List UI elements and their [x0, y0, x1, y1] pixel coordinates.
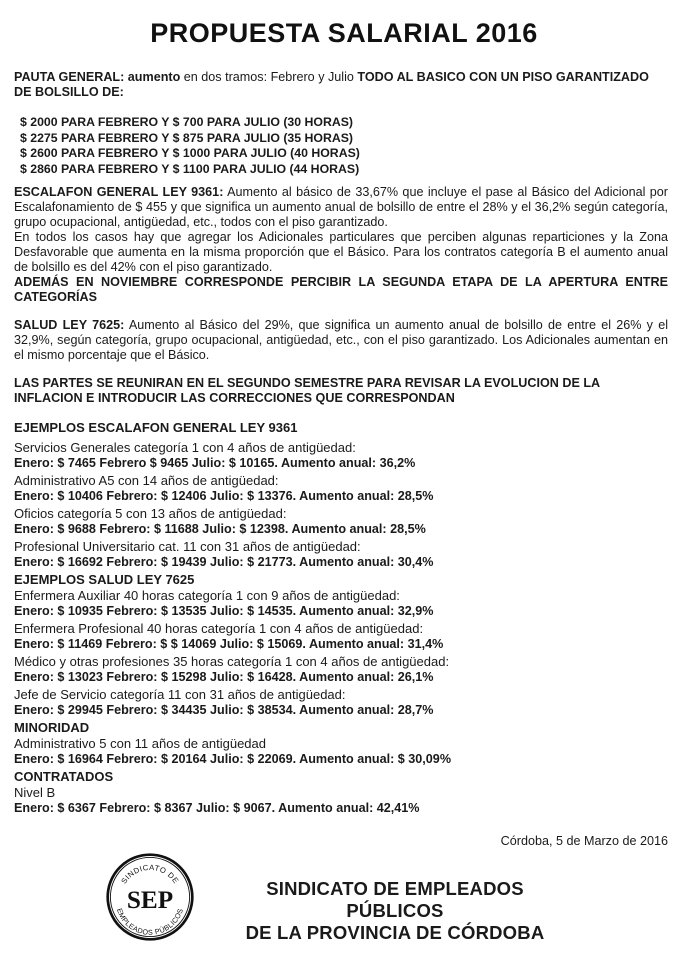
example-values: Enero: $ 10406 Febrero: $ 12406 Julio: $ 13376. Aumento anual: 28,5% — [14, 488, 434, 503]
escalafon-text: Aumento al básico de 33,67% que incluye el pase al Básico del Adicional por Escalafonamiento de $ 455 y que significa un aumento anual de bolsillo de entre el 28% y el 36,2% según categoría, grupo ocupacional, antigüedad, etc., todos con el piso garantizado. — [14, 185, 668, 229]
contratados-heading: CONTRATADOS — [14, 769, 114, 784]
example-desc: Nivel B — [14, 785, 56, 800]
union-name — [230, 878, 560, 944]
example-values: Enero: $ 29945 Febrero: $ 34435 Julio: $ 38534. Aumento anual: 28,7% — [14, 702, 434, 717]
pauta-tier: $ 2275 PARA FEBRERO Y $ 875 PARA JULIO (35 HORAS) — [20, 130, 354, 145]
example-item — [14, 539, 668, 570]
pauta-bold-end: TODO AL BASICO CON UN PISO GARANTIZADO DE BOLSILLO DE: — [14, 70, 649, 99]
svg-text:SINDICATO DE: SINDICATO DE — [119, 862, 181, 886]
example-values: Enero: $ 9688 Febrero: $ 11688 Julio: $ 12398. Aumento anual: 28,5% — [14, 521, 426, 536]
example-item — [14, 785, 668, 816]
example-desc: Jefe de Servicio categoría 11 con 31 años de antigüedad: — [14, 687, 346, 702]
partes-note: LAS PARTES SE REUNIRAN EN EL SEGUNDO SEMESTRE PARA REVISAR LA EVOLUCION DE LA INFLACION E INTRODUCIR LAS CORRECCIONES QUE CORRESPONDAN — [14, 376, 600, 405]
example-item — [14, 621, 668, 652]
example-desc: Administrativo 5 con 11 años de antigüedad — [14, 736, 266, 751]
escalafon-paragraph-2: En todos los casos hay que agregar los Adicionales particulares que perciben algunas reparticiones y la Zona Desfavorable que aumenta en la misma proporción que el Básico. Para los contratos categoría B el aumento anual de bolsillo es del 42% con el piso garantizado. — [14, 230, 668, 274]
example-values: Enero: $ 7465 Febrero $ 9465 Julio: $ 10165. Aumento anual: 36,2% — [14, 455, 416, 470]
example-values: Enero: $ 10935 Febrero: $ 13535 Julio: $ 14535. Aumento anual: 32,9% — [14, 603, 434, 618]
example-values: Enero: $ 11469 Febrero: $ $ 14069 Julio: $ 15069. Aumento anual: 31,4% — [14, 636, 444, 651]
salud-label: SALUD LEY 7625: — [14, 318, 125, 332]
minoridad-heading: MINORIDAD — [14, 720, 90, 735]
escalafon-label: ESCALAFON GENERAL LEY 9361: — [14, 185, 224, 199]
example-item — [14, 736, 668, 767]
pauta-paragraph — [14, 70, 668, 100]
pauta-tier-list — [14, 115, 668, 177]
example-values: Enero: $ 13023 Febrero: $ 15298 Julio: $ 16428. Aumento anual: 26,1% — [14, 669, 434, 684]
salud-section — [14, 318, 668, 363]
svg-text:EMPLEADOS PÚBLICOS: EMPLEADOS PÚBLICOS — [114, 907, 186, 937]
pauta-text: en dos tramos: Febrero y Julio — [180, 70, 358, 84]
example-desc: Enfermera Profesional 40 horas categoría 1 con 4 años de antigüedad: — [14, 621, 424, 636]
example-values: Enero: $ 6367 Febrero: $ 8367 Julio: $ 9067. Aumento anual: 42,41% — [14, 800, 420, 815]
document-date: Córdoba, 5 de Marzo de 2016 — [500, 834, 668, 848]
page-title: PROPUESTA SALARIAL 2016 — [150, 18, 538, 48]
pauta-tier: $ 2000 PARA FEBRERO Y $ 700 PARA JULIO (30 HORAS) — [20, 115, 354, 129]
example-item — [14, 506, 668, 537]
example-item — [14, 654, 668, 685]
example-values: Enero: $ 16692 Febrero: $ 19439 Julio: $ 21773. Aumento anual: 30,4% — [14, 554, 434, 569]
example-desc: Servicios Generales categoría 1 con 4 años de antigüedad: — [14, 440, 356, 455]
escalafon-section — [14, 185, 668, 305]
pauta-tier: $ 2860 PARA FEBRERO Y $ 1100 PARA JULIO (44 HORAS) — [20, 161, 360, 176]
pauta-general-section — [14, 70, 668, 177]
example-item — [14, 687, 668, 718]
salud-text: Aumento al Básico del 29%, que significa un aumento anual de bolsillo de entre el 26% y el 32,9%, según categoría, grupo ocupacional, antigüedad, etc., con el piso garantizado. Los Adicionales aumentan en el mismo porcentaje que el Básico. — [14, 318, 668, 362]
escalafon-paragraph — [14, 185, 668, 230]
example-item — [14, 588, 668, 619]
example-item — [14, 473, 668, 504]
example-desc: Oficios categoría 5 con 13 años de antigüedad: — [14, 506, 287, 521]
example-desc: Administrativo A5 con 14 años de antigüedad: — [14, 473, 279, 488]
pauta-label: PAUTA GENERAL: aumento — [14, 70, 181, 84]
pauta-tier: $ 2600 PARA FEBRERO Y $ 1000 PARA JULIO (40 HORAS) — [20, 146, 360, 160]
example-desc: Profesional Universitario cat. 11 con 31 años de antigüedad: — [14, 539, 361, 554]
union-seal-logo — [105, 852, 195, 942]
examples-salud-heading: EJEMPLOS SALUD LEY 7625 — [14, 572, 195, 587]
examples-escalafon-heading: EJEMPLOS ESCALAFON GENERAL LEY 9361 — [14, 420, 298, 435]
union-name-line2: DE LA PROVINCIA DE CÓRDOBA — [245, 922, 545, 943]
union-name-line1: SINDICATO DE EMPLEADOS PÚBLICOS — [266, 878, 524, 921]
example-item — [14, 440, 668, 471]
examples-section — [14, 420, 668, 818]
example-desc: Médico y otras profesiones 35 horas categoría 1 con 4 años de antigüedad: — [14, 654, 450, 669]
escalafon-bold-note: ADEMÁS EN NOVIEMBRE CORRESPONDE PERCIBIR LA SEGUNDA ETAPA DE LA APERTURA ENTRE CATEGORÍAS — [14, 275, 668, 304]
example-values: Enero: $ 16964 Febrero: $ 20164 Julio: $ 22069. Aumento anual: $ 30,09% — [14, 751, 452, 766]
svg-text:SEP: SEP — [126, 886, 174, 914]
example-desc: Enfermera Auxiliar 40 horas categoría 1 con 9 años de antigüedad: — [14, 588, 400, 603]
